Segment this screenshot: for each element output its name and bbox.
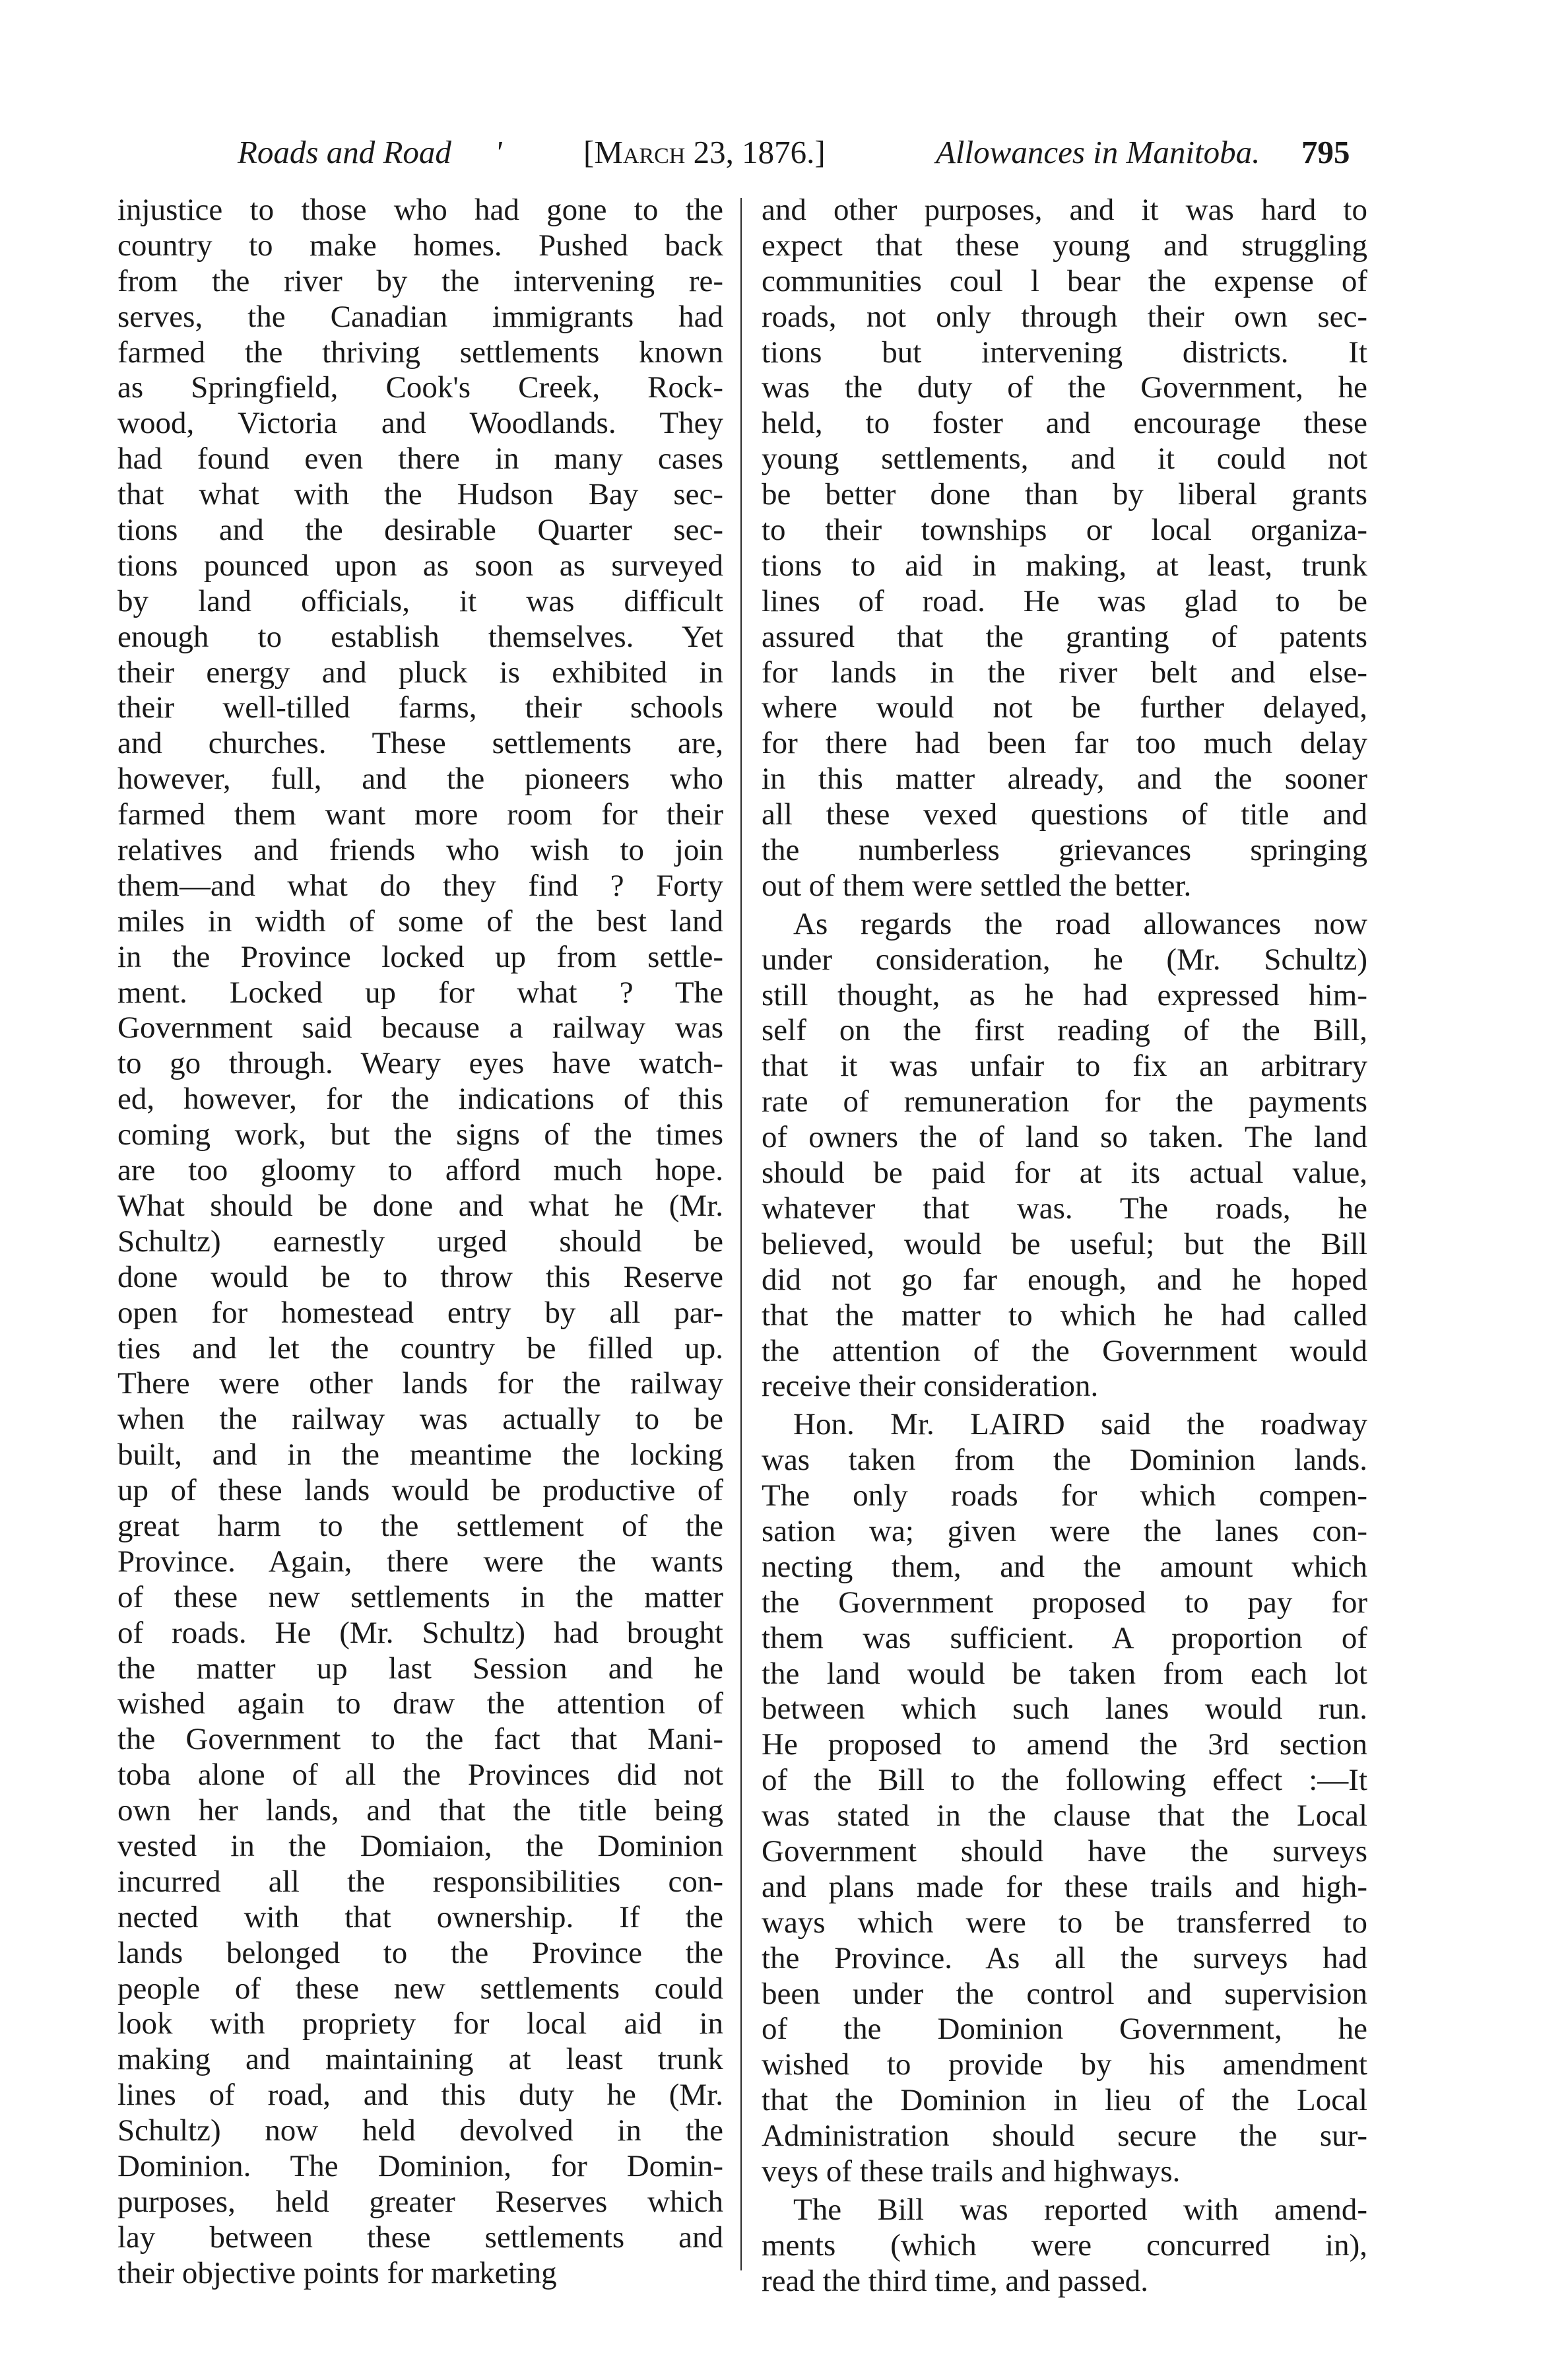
text-line: Province. Again, there were the wants xyxy=(117,1544,723,1579)
text-line: Hon. Mr. LAIRD said the roadway xyxy=(793,1407,1367,1442)
text-line: tions but intervening districts. It xyxy=(762,335,1367,370)
text-line: assured that the granting of patents xyxy=(762,619,1367,654)
text-line: The only roads for which compen- xyxy=(762,1478,1367,1513)
text-line: ment. Locked up for what ? The xyxy=(117,975,723,1010)
text-line: receive their consideration. xyxy=(762,1369,1099,1404)
text-line: making and maintaining at least trunk xyxy=(117,2042,723,2077)
left-text-column xyxy=(117,193,723,2292)
text-line: had found even there in many cases xyxy=(117,442,723,477)
text-line: held, to foster and encourage these xyxy=(762,406,1367,441)
running-head-left-title: Roads and Road xyxy=(238,134,451,170)
text-line: them was sufficient. A proportion of xyxy=(762,1620,1367,1655)
text-line: veys of these trails and highways. xyxy=(762,2154,1181,2189)
right-text-column xyxy=(762,193,1367,2299)
text-line: farmed them want more room for their xyxy=(117,797,723,832)
text-line: and other purposes, and it was hard to xyxy=(762,193,1367,227)
text-line: of the Dominion Government, he xyxy=(762,2012,1367,2047)
text-line: the Government to the fact that Mani- xyxy=(117,1722,723,1757)
text-line: the attention of the Government would xyxy=(762,1333,1367,1368)
text-line: was the duty of the Government, he xyxy=(762,370,1367,405)
text-line: between which such lanes would run. xyxy=(762,1692,1367,1727)
text-line: when the railway was actually to be xyxy=(117,1402,723,1437)
text-line: As regards the road allowances now xyxy=(793,906,1367,941)
text-line: tions pounced upon as soon as surveyed xyxy=(117,548,723,583)
text-line: to go through. Weary eyes have watch- xyxy=(117,1046,723,1081)
text-line: however, full, and the pioneers who xyxy=(117,762,723,797)
text-line: open for homestead entry by all par- xyxy=(117,1295,723,1330)
text-line: the matter up last Session and he xyxy=(117,1651,723,1686)
text-line: nected with that ownership. If the xyxy=(117,1900,723,1934)
text-line: miles in width of some of the best land xyxy=(117,904,723,939)
paragraph xyxy=(117,193,723,2292)
text-line: own her lands, and that the title being xyxy=(117,1793,723,1828)
text-line: that what with the Hudson Bay sec- xyxy=(117,477,723,512)
page-number: 795 xyxy=(1301,134,1350,170)
running-head xyxy=(238,129,1373,176)
text-line: necting them, and the amount which xyxy=(762,1549,1367,1584)
text-line: in the Province locked up from settle- xyxy=(117,939,723,974)
paragraph xyxy=(762,907,1367,1405)
running-head-right-title: Allowances in Manitoba. xyxy=(936,134,1260,170)
text-line: that it was unfair to fix an arbitrary xyxy=(762,1049,1367,1084)
text-line: was stated in the clause that the Local xyxy=(762,1799,1367,1834)
text-line: out of them were settled the better. xyxy=(762,868,1192,903)
text-line: self on the first reading of the Bill, xyxy=(762,1013,1367,1048)
column-divider-rule xyxy=(740,198,742,2270)
text-line: coming work, but the signs of the times xyxy=(117,1117,723,1152)
text-line: purposes, held greater Reserves which xyxy=(117,2184,723,2219)
text-line: built, and in the meantime the locking xyxy=(117,1438,723,1472)
text-line: serves, the Canadian immigrants had xyxy=(117,299,723,334)
text-line: believed, would be useful; but the Bill xyxy=(762,1226,1367,1261)
text-line: great harm to the settlement of the xyxy=(117,1508,723,1543)
text-line: in this matter already, and the sooner xyxy=(762,762,1367,797)
text-line: tions to aid in making, at least, trunk xyxy=(762,548,1367,583)
text-line: where would not be further delayed, xyxy=(762,690,1367,725)
text-line: ways which were to be transferred to xyxy=(762,1905,1367,1940)
text-line: lines of road, and this duty he (Mr. xyxy=(117,2078,723,2113)
text-line: Schultz) earnestly urged should be xyxy=(117,1224,723,1259)
text-line: their well-tilled farms, their schools xyxy=(117,690,723,725)
text-line: of the Bill to the following effect :—It xyxy=(762,1763,1367,1798)
text-line: lines of road. He was glad to be xyxy=(762,583,1367,618)
text-line: communities coul l bear the expense of xyxy=(762,263,1367,298)
paragraph xyxy=(762,193,1367,904)
text-line: under consideration, he (Mr. Schultz) xyxy=(762,942,1367,977)
text-line: ments (which were concurred in), xyxy=(762,2228,1367,2263)
text-line: farmed the thriving settlements known xyxy=(117,335,723,370)
text-line: been under the control and supervision xyxy=(762,1976,1367,2011)
text-line: people of these new settlements could xyxy=(117,1971,723,2006)
text-line: from the river by the intervening re- xyxy=(117,263,723,298)
text-line: ties and let the country be filled up. xyxy=(117,1331,723,1366)
text-line: done would be to throw this Reserve xyxy=(117,1259,723,1294)
text-line: injustice to those who had gone to the xyxy=(117,193,723,227)
paragraph xyxy=(762,2193,1367,2299)
text-line: Schultz) now held devolved in the xyxy=(117,2113,723,2148)
paragraph xyxy=(762,1407,1367,2190)
text-line: their objective points for marketing xyxy=(117,2255,557,2290)
text-line: was taken from the Dominion lands. xyxy=(762,1443,1367,1478)
text-line: sation wa; given were the lanes con- xyxy=(762,1513,1367,1548)
text-line: still thought, as he had expressed him- xyxy=(762,977,1367,1012)
text-line: of these new settlements in the matter xyxy=(117,1579,723,1614)
text-line: whatever that was. The roads, he xyxy=(762,1191,1367,1226)
text-line: that the matter to which he had called xyxy=(762,1298,1367,1333)
text-line: lands belonged to the Province the xyxy=(117,1935,723,1970)
text-line: Dominion. The Dominion, for Domin- xyxy=(117,2148,723,2183)
running-head-date: [March 23, 1876.] xyxy=(583,134,826,170)
text-line: are too gloomy to afford much hope. xyxy=(117,1153,723,1188)
running-head-mark: ' xyxy=(495,134,502,170)
text-line: lay between these settlements and xyxy=(117,2220,723,2255)
text-line: them—and what do they find ? Forty xyxy=(117,868,723,903)
text-line: to their townships or local organiza- xyxy=(762,513,1367,548)
text-line: the land would be taken from each lot xyxy=(762,1656,1367,1691)
text-line: What should be done and what he (Mr. xyxy=(117,1188,723,1223)
text-line: wood, Victoria and Woodlands. They xyxy=(117,406,723,441)
text-line: incurred all the responsibilities con- xyxy=(117,1864,723,1899)
text-line: of roads. He (Mr. Schultz) had brought xyxy=(117,1615,723,1650)
text-line: tions and the desirable Quarter sec- xyxy=(117,513,723,548)
text-line: and plans made for these trails and high- xyxy=(762,1869,1367,1904)
text-line: be better done than by liberal grants xyxy=(762,477,1367,512)
text-line: by land officials, it was difficult xyxy=(117,583,723,618)
text-line: should be paid for at its actual value, xyxy=(762,1156,1367,1191)
text-line: all these vexed questions of title and xyxy=(762,797,1367,832)
text-line: that the Dominion in lieu of the Local xyxy=(762,2083,1367,2118)
text-line: for there had been far too much delay xyxy=(762,726,1367,761)
text-line: of owners the of land so taken. The land xyxy=(762,1120,1367,1155)
text-line: young settlements, and it could not xyxy=(762,442,1367,477)
text-line: Administration should secure the sur- xyxy=(762,2119,1367,2154)
text-line: rate of remuneration for the payments xyxy=(762,1084,1367,1119)
text-line: enough to establish themselves. Yet xyxy=(117,619,723,654)
text-line: their energy and pluck is exhibited in xyxy=(117,655,723,690)
text-line: the Province. As all the surveys had xyxy=(762,1940,1367,1975)
text-line: country to make homes. Pushed back xyxy=(117,228,723,263)
text-line: did not go far enough, and he hoped xyxy=(762,1262,1367,1297)
text-line: relatives and friends who wish to join xyxy=(117,833,723,868)
text-line: Government should have the surveys xyxy=(762,1834,1367,1868)
text-line: and churches. These settlements are, xyxy=(117,726,723,761)
text-line: look with propriety for local aid in xyxy=(117,2006,723,2041)
text-line: He proposed to amend the 3rd section xyxy=(762,1727,1367,1762)
text-line: wished to provide by his amendment xyxy=(762,2047,1367,2082)
text-line: for lands in the river belt and else- xyxy=(762,655,1367,690)
text-line: wished again to draw the attention of xyxy=(117,1686,723,1721)
text-line: read the third time, and passed. xyxy=(762,2263,1149,2298)
text-line: expect that these young and struggling xyxy=(762,228,1367,263)
text-line: vested in the Domiaion, the Dominion xyxy=(117,1828,723,1863)
text-line: as Springfield, Cook's Creek, Rock- xyxy=(117,370,723,405)
text-line: Government said because a railway was xyxy=(117,1010,723,1045)
text-line: The Bill was reported with amend- xyxy=(793,2192,1367,2227)
text-line: toba alone of all the Provinces did not xyxy=(117,1758,723,1793)
text-line: the numberless grievances springing xyxy=(762,833,1367,868)
text-line: There were other lands for the railway xyxy=(117,1366,723,1401)
text-line: ed, however, for the indications of this xyxy=(117,1082,723,1117)
text-line: up of these lands would be productive of xyxy=(117,1473,723,1508)
text-line: the Government proposed to pay for xyxy=(762,1585,1367,1620)
text-line: roads, not only through their own sec- xyxy=(762,299,1367,334)
